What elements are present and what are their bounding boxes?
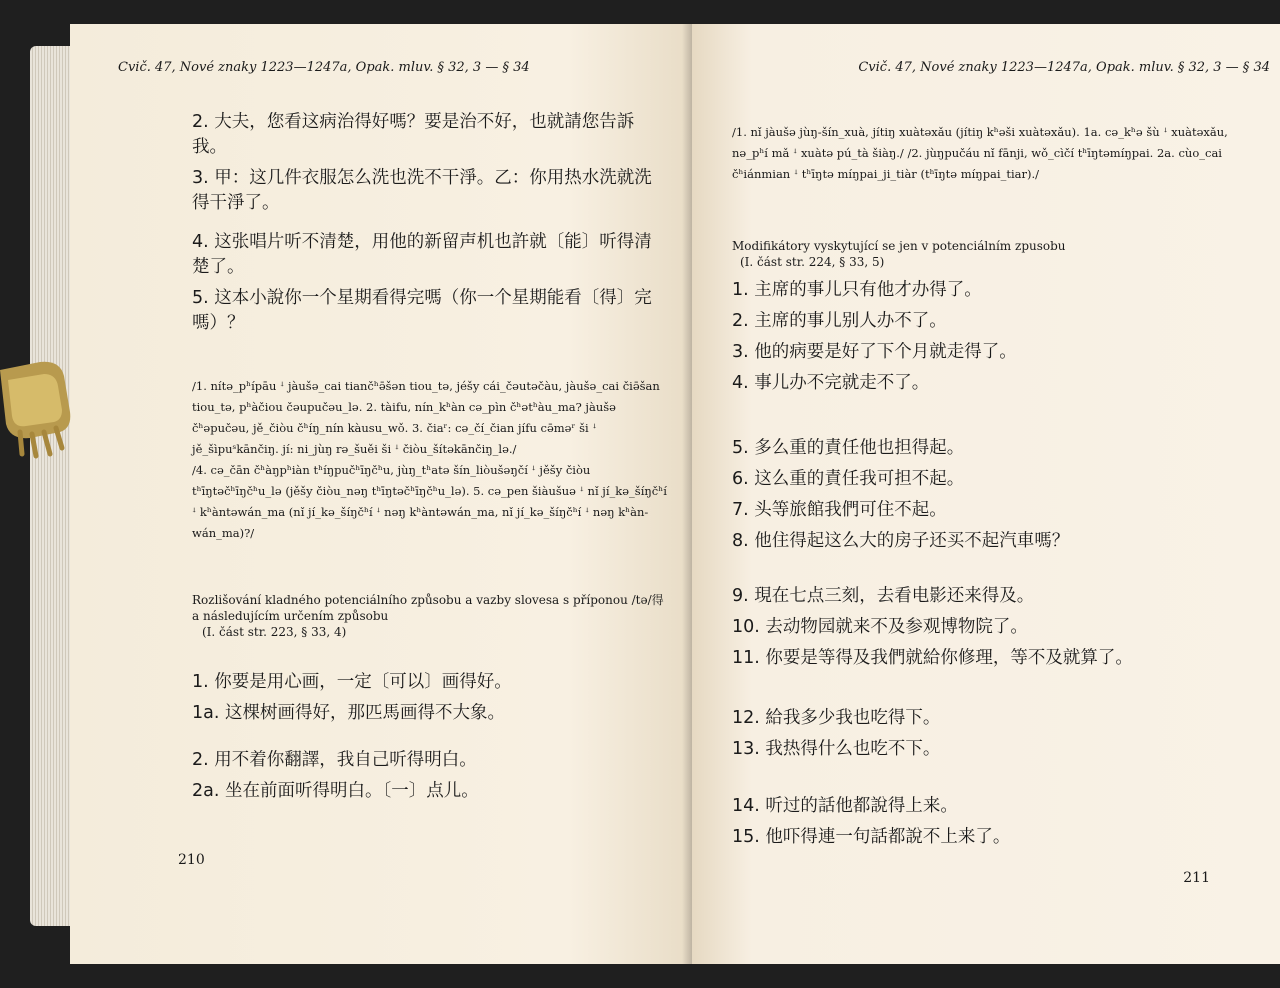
group-5 xyxy=(732,794,1252,856)
sentence-1: 1. 主席的事儿只有他才办得了。 xyxy=(732,280,982,300)
sentence-4: 4. 事儿办不完就走不了。 xyxy=(732,373,930,393)
left-examples xyxy=(192,670,667,810)
sentence-11: 11. 你要是等得及我們就給你修理，等不及就算了。 xyxy=(732,648,1133,668)
section-heading: Rozlišování kladného potenciálního způsobu a vazby slovesa s příponou /tə/得 a následujícím určením způsobu xyxy=(192,593,664,623)
left-transcription xyxy=(192,376,667,544)
left-item-5: 5. 这本小說你一个星期看得完嗎（你一个星期能看〔得〕完嗎）？ xyxy=(192,288,652,333)
left-item-2: 2. 大夫，您看这病治得好嗎？要是治不好，也就請您告訴我。 xyxy=(192,112,635,157)
sentence-6: 6. 这么重的責任我可担不起。 xyxy=(732,469,965,489)
right-page xyxy=(692,24,1280,964)
left-item-4: 4. 这张唱片听不清楚，用他的新留声机也許就〔能〕听得清楚了。 xyxy=(192,232,652,277)
running-head-right: Cvič. 47, Nové znaky 1223—1247a, Opak. mluv. § 32, 3 — § 34 xyxy=(858,60,1270,75)
example-1a: 1a. 这棵树画得好，那匹馬画得不大象。 xyxy=(192,703,505,723)
sentence-2: 2. 主席的事儿别人办不了。 xyxy=(732,311,947,331)
group-2 xyxy=(732,436,1252,560)
sentence-3: 3. 他的病要是好了下个月就走得了。 xyxy=(732,342,1017,362)
group-1 xyxy=(732,278,1252,402)
example-2: 2. 用不着你翻譯，我自己听得明白。 xyxy=(192,750,477,770)
sentence-9: 9. 現在七点三刻，去看电影还来得及。 xyxy=(732,586,1035,606)
right-transcription xyxy=(732,122,1252,185)
left-item-3: 3. 甲：这几件衣服怎么洗也洗不干淨。乙：你用热水洗就洗得干淨了。 xyxy=(192,168,652,213)
sentence-8: 8. 他住得起这么大的房子还买不起汽車嗎？ xyxy=(732,531,1070,551)
sentence-13: 13. 我热得什么也吃不下。 xyxy=(732,739,941,759)
left-page xyxy=(70,24,692,964)
running-head-left: Cvič. 47, Nové znaky 1223—1247a, Opak. mluv. § 32, 3 — § 34 xyxy=(118,60,530,75)
section-heading-right: Modifikátory vyskytující se jen v potenciálním zpusobu xyxy=(732,239,1066,253)
group-3 xyxy=(732,584,1252,677)
sentence-14: 14. 听过的話他都說得上来。 xyxy=(732,796,958,816)
sentence-10: 10. 去动物园就来不及参观博物院了。 xyxy=(732,617,1028,637)
left-section-heading xyxy=(192,592,667,640)
right-section-heading xyxy=(732,238,1252,270)
page-number-right: 211 xyxy=(1183,870,1210,886)
sentence-12: 12. 給我多少我也吃得下。 xyxy=(732,708,941,728)
section-ref: (I. část str. 223, § 33, 4) xyxy=(202,625,347,639)
section-ref-right: (I. část str. 224, § 33, 5) xyxy=(740,255,885,269)
example-2a: 2a. 坐在前面听得明白。〔一〕点儿。 xyxy=(192,781,479,801)
sentence-5: 5. 多么重的責任他也担得起。 xyxy=(732,438,965,458)
page-number-left: 210 xyxy=(178,852,205,868)
transcription-1: /1. nítə_pʰípāu ꜜ jàušə_cai tiančʰə̄šən tiou_tə, jéšy cái_čəutəčàu, jàušə_cai čiə̄šan tiou_tə, pʰàčiou čəupučəu_lə. 2. tàifu, nín_kʰàn cə_pìn čʰətʰàu_ma? jàušə čʰəpučəu, jě_čiòu čʰíŋ_nín kàusu_wǒ. 3. čiaʳ: cə_čí_čian jífu cə̄məʳ ši ꜜ jě_šìpuˢkānčiŋ. jí: ni_jùŋ rə_šuěi ši ꜜ čiòu_šítəkānčiŋ_lə./ xyxy=(192,379,660,456)
sentence-15: 15. 他吓得連一句話都說不上来了。 xyxy=(732,827,1011,847)
page-edges xyxy=(30,46,74,926)
transcription-right: /1. nǐ jàušə jùŋ-šín_xuà, jítiŋ xuàtəxǎu (jítiŋ kʰəši xuàtəxǎu). 1a. cə_kʰə šù ꜜ xuàtəxǎu, nə_pʰí mǎ ꜜ xuàtə pú_tà šiàŋ./ /2. jùŋpučáu nǐ fānji, wǒ_cìčí tʰīŋtəmíŋpai. 2a. cùo_cai čʰiánmian ꜜ tʰīŋtə míŋpai_ji_tiàr (tʰīŋtə míŋpai_tiar)./ xyxy=(732,125,1228,181)
left-questions xyxy=(192,110,667,342)
page-clip-icon xyxy=(0,350,78,460)
sentence-7: 7. 头等旅館我們可住不起。 xyxy=(732,500,947,520)
book-spread xyxy=(30,6,1270,984)
transcription-2: /4. cə_čān čʰàŋpʰiàn tʰíŋpučʰīŋčʰu, jùŋ_tʰatə šín_liòušəŋčí ꜜ jěšy čiòu tʰīŋtəčʰīŋčʰu_lə (jěšy čiòu_nəŋ tʰīŋtəčʰīŋčʰu_lə). 5. cə_pen šiàušuə ꜜ nǐ jí_kə_šíŋčʰí ꜜ kʰàntəwán_ma (nǐ jí_kə_šíŋčʰí ꜜ nəŋ kʰàntəwán_ma, nǐ jí_kə_šíŋčʰí ꜜ nəŋ kʰàn-wán_ma)?/ xyxy=(192,463,667,540)
group-4 xyxy=(732,706,1252,768)
example-1: 1. 你要是用心画，一定〔可以〕画得好。 xyxy=(192,672,512,692)
